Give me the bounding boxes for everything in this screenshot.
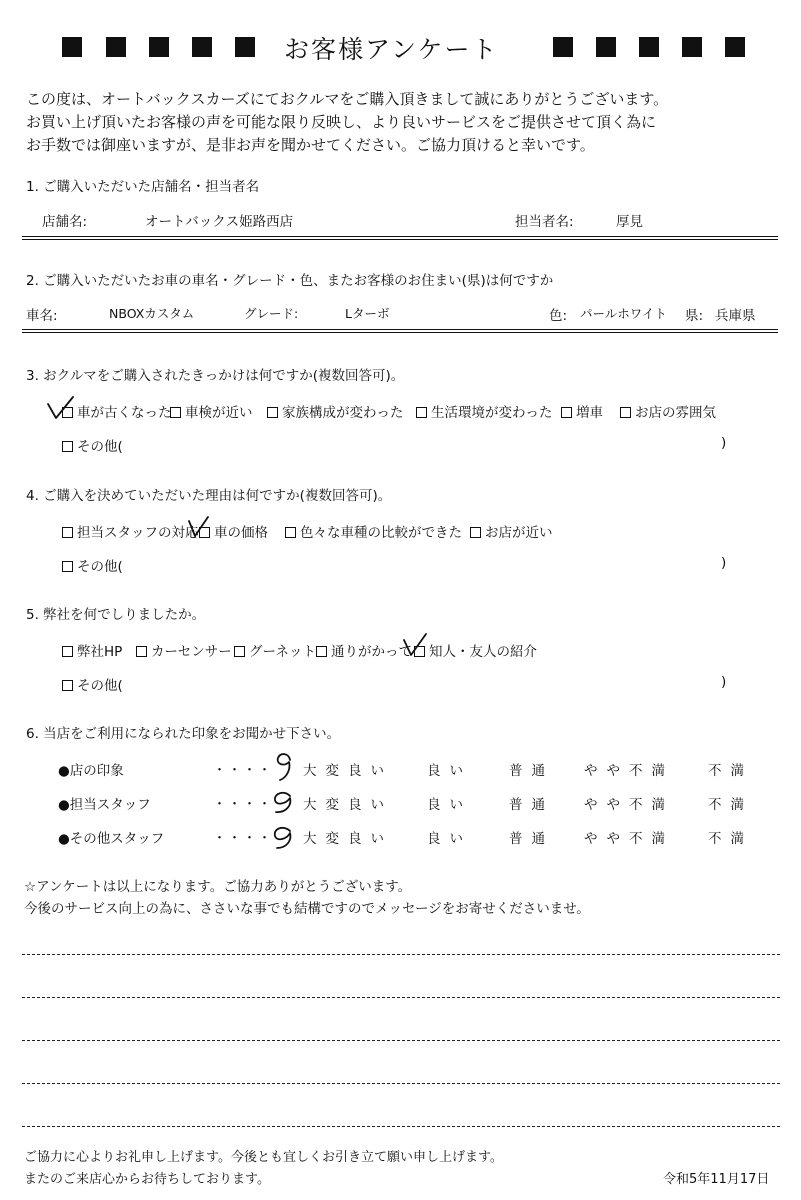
rating-normal[interactable]: 普通 [509,763,554,779]
rating-slightly-dissatisfied[interactable]: やや不満 [584,763,674,779]
footer-line-1: ご協力に心よりお礼申し上げます。今後とも宜しくお引き立て願い申し上げます。 [24,1150,503,1165]
leader-dots: ・・・・ [213,763,274,778]
intro-line-2: お買い上げ頂いたお客様の声を可能な限り反映し、より良いサービスをご提供させて頂く為に [26,113,657,131]
intro-line-3: お手数では御座いますが、是非お声を聞かせてください。ご協力頂けると幸いです。 [26,136,595,154]
square-icon [62,37,82,57]
q6-question: 6. 当店をご利用になられた印象をお聞かせ下さい。 [26,726,341,742]
q3-option-inspection[interactable]: 車検が近い [170,401,253,421]
grade-label: グレード: [244,306,299,321]
rating-very-good[interactable]: 大変良い [303,831,393,847]
q5-option-website[interactable]: 弊社HP [62,640,122,660]
check-mark-icon [188,515,212,539]
square-icon [553,37,573,57]
message-line[interactable] [22,1126,780,1127]
check-mark-icon [46,396,76,422]
rating-normal[interactable]: 普通 [509,797,554,813]
square-icon [682,37,702,57]
q4-option-price[interactable]: 車の価格 [199,521,268,541]
closing-line-2: 今後のサービス向上の為に、ささいな事でも結構ですのでメッセージをお寄せくださいませ。 [24,901,590,917]
q3-option-old-car[interactable]: 車が古くなった [62,401,172,421]
leader-dots: ・・・・ [213,797,274,812]
square-icon [149,37,169,57]
checkbox-icon[interactable] [316,646,327,657]
circle-mark-icon [272,750,296,782]
q5-option-passing[interactable]: 通りがかって [316,640,412,660]
checkbox-icon[interactable] [136,646,147,657]
rating-normal[interactable]: 普通 [509,831,554,847]
checkbox-icon[interactable] [416,407,427,418]
footer-line-2: またのご来店心からお待ちしております。 [24,1172,270,1187]
q4-option-comparison[interactable]: 色々な車種の比較ができた [285,521,462,541]
check-mark-icon [403,633,429,659]
q5-option-carsensor[interactable]: カーセンサー [136,640,232,660]
store-value[interactable]: オートバックス姫路西店 [145,214,294,230]
footer-date: 令和5年11月17日 [663,1172,770,1187]
checkbox-icon[interactable] [620,407,631,418]
divider [22,329,778,330]
staff-value[interactable]: 厚見 [616,214,643,230]
divider [22,236,778,237]
message-line[interactable] [22,997,780,998]
q3-other-close: ) [721,435,727,451]
car-value[interactable]: NBOXカスタム [109,306,195,321]
divider [22,332,778,333]
title-row [0,30,801,64]
color-label: 色: [549,308,568,324]
rating-very-good[interactable]: 大変良い [303,797,393,813]
q1-question: 1. ご購入いただいた店舗名・担当者名 [26,179,260,195]
square-icon [235,37,255,57]
pref-label: 県: [685,308,704,324]
q4-other-close: ) [721,555,727,571]
message-line[interactable] [22,1083,780,1084]
store-label: 店舗名: [42,214,88,230]
q3-option-atmosphere[interactable]: お店の雰囲気 [620,401,716,421]
checkbox-icon[interactable] [561,407,572,418]
q4-question: 4. ご購入を決めていただいた理由は何ですか(複数回答可)。 [26,488,392,504]
rating-dissatisfied[interactable]: 不満 [708,831,753,847]
q4-option-other[interactable]: その他( [62,555,123,575]
q3-option-family[interactable]: 家族構成が変わった [267,401,403,421]
checkbox-icon[interactable] [62,561,73,572]
circle-mark-icon [270,788,296,816]
rating-label-staff: ●担当スタッフ [58,797,151,813]
leader-dots: ・・・・ [213,831,274,846]
square-icon [596,37,616,57]
q4-option-staff[interactable]: 担当スタッフの対応 [62,521,199,541]
square-icon [106,37,126,57]
divider [22,239,778,240]
checkbox-icon[interactable] [62,441,73,452]
q5-question: 5. 弊社を何でしりましたか。 [26,607,206,623]
message-line[interactable] [22,1040,780,1041]
circle-mark-icon [270,822,296,852]
q3-option-lifestyle[interactable]: 生活環境が変わった [416,401,552,421]
q5-option-other[interactable]: その他( [62,674,123,694]
car-label: 車名: [26,308,58,324]
q3-question: 3. おクルマをご購入されたきっかけは何ですか(複数回答可)。 [26,368,405,384]
q5-option-goonet[interactable]: グーネット [234,640,316,660]
pref-value[interactable]: 兵庫県 [715,308,756,324]
rating-good[interactable]: 良い [427,797,472,813]
checkbox-icon[interactable] [62,680,73,691]
q5-other-close: ) [721,674,727,690]
color-value[interactable]: パールホワイト [580,306,667,321]
checkbox-icon[interactable] [267,407,278,418]
checkbox-icon[interactable] [62,646,73,657]
q3-option-additional[interactable]: 増車 [561,401,603,421]
message-line[interactable] [22,954,780,955]
checkbox-icon[interactable] [62,527,73,538]
checkbox-icon[interactable] [285,527,296,538]
checkbox-icon[interactable] [170,407,181,418]
rating-slightly-dissatisfied[interactable]: やや不満 [584,831,674,847]
rating-very-good[interactable]: 大変良い [303,763,393,779]
checkbox-icon[interactable] [234,646,245,657]
square-icon [192,37,212,57]
grade-value[interactable]: Lターボ [345,306,390,321]
square-icon [725,37,745,57]
q5-option-referral[interactable]: 知人・友人の紹介 [414,640,537,660]
page-title: お客様アンケート [284,35,499,64]
intro-line-1: この度は、オートバックスカーズにておクルマをご購入頂きまして誠にありがとうございます。 [26,90,669,108]
rating-good[interactable]: 良い [427,763,472,779]
q4-option-near[interactable]: お店が近い [470,521,553,541]
rating-label-store: ●店の印象 [58,763,124,779]
q2-question: 2. ご購入いただいたお車の車名・グレード・色、またお客様のお住まい(県)は何ですか [26,273,554,289]
staff-label: 担当者名: [515,214,574,230]
rating-dissatisfied[interactable]: 不満 [708,797,753,813]
square-icon [639,37,659,57]
rating-label-other-staff: ●その他スタッフ [58,831,165,847]
rating-good[interactable]: 良い [427,831,472,847]
closing-line-1: ☆アンケートは以上になります。ご協力ありがとうございます。 [24,879,412,895]
rating-slightly-dissatisfied[interactable]: やや不満 [584,797,674,813]
checkbox-icon[interactable] [470,527,481,538]
rating-dissatisfied[interactable]: 不満 [708,763,753,779]
q3-option-other[interactable]: その他( [62,435,123,455]
